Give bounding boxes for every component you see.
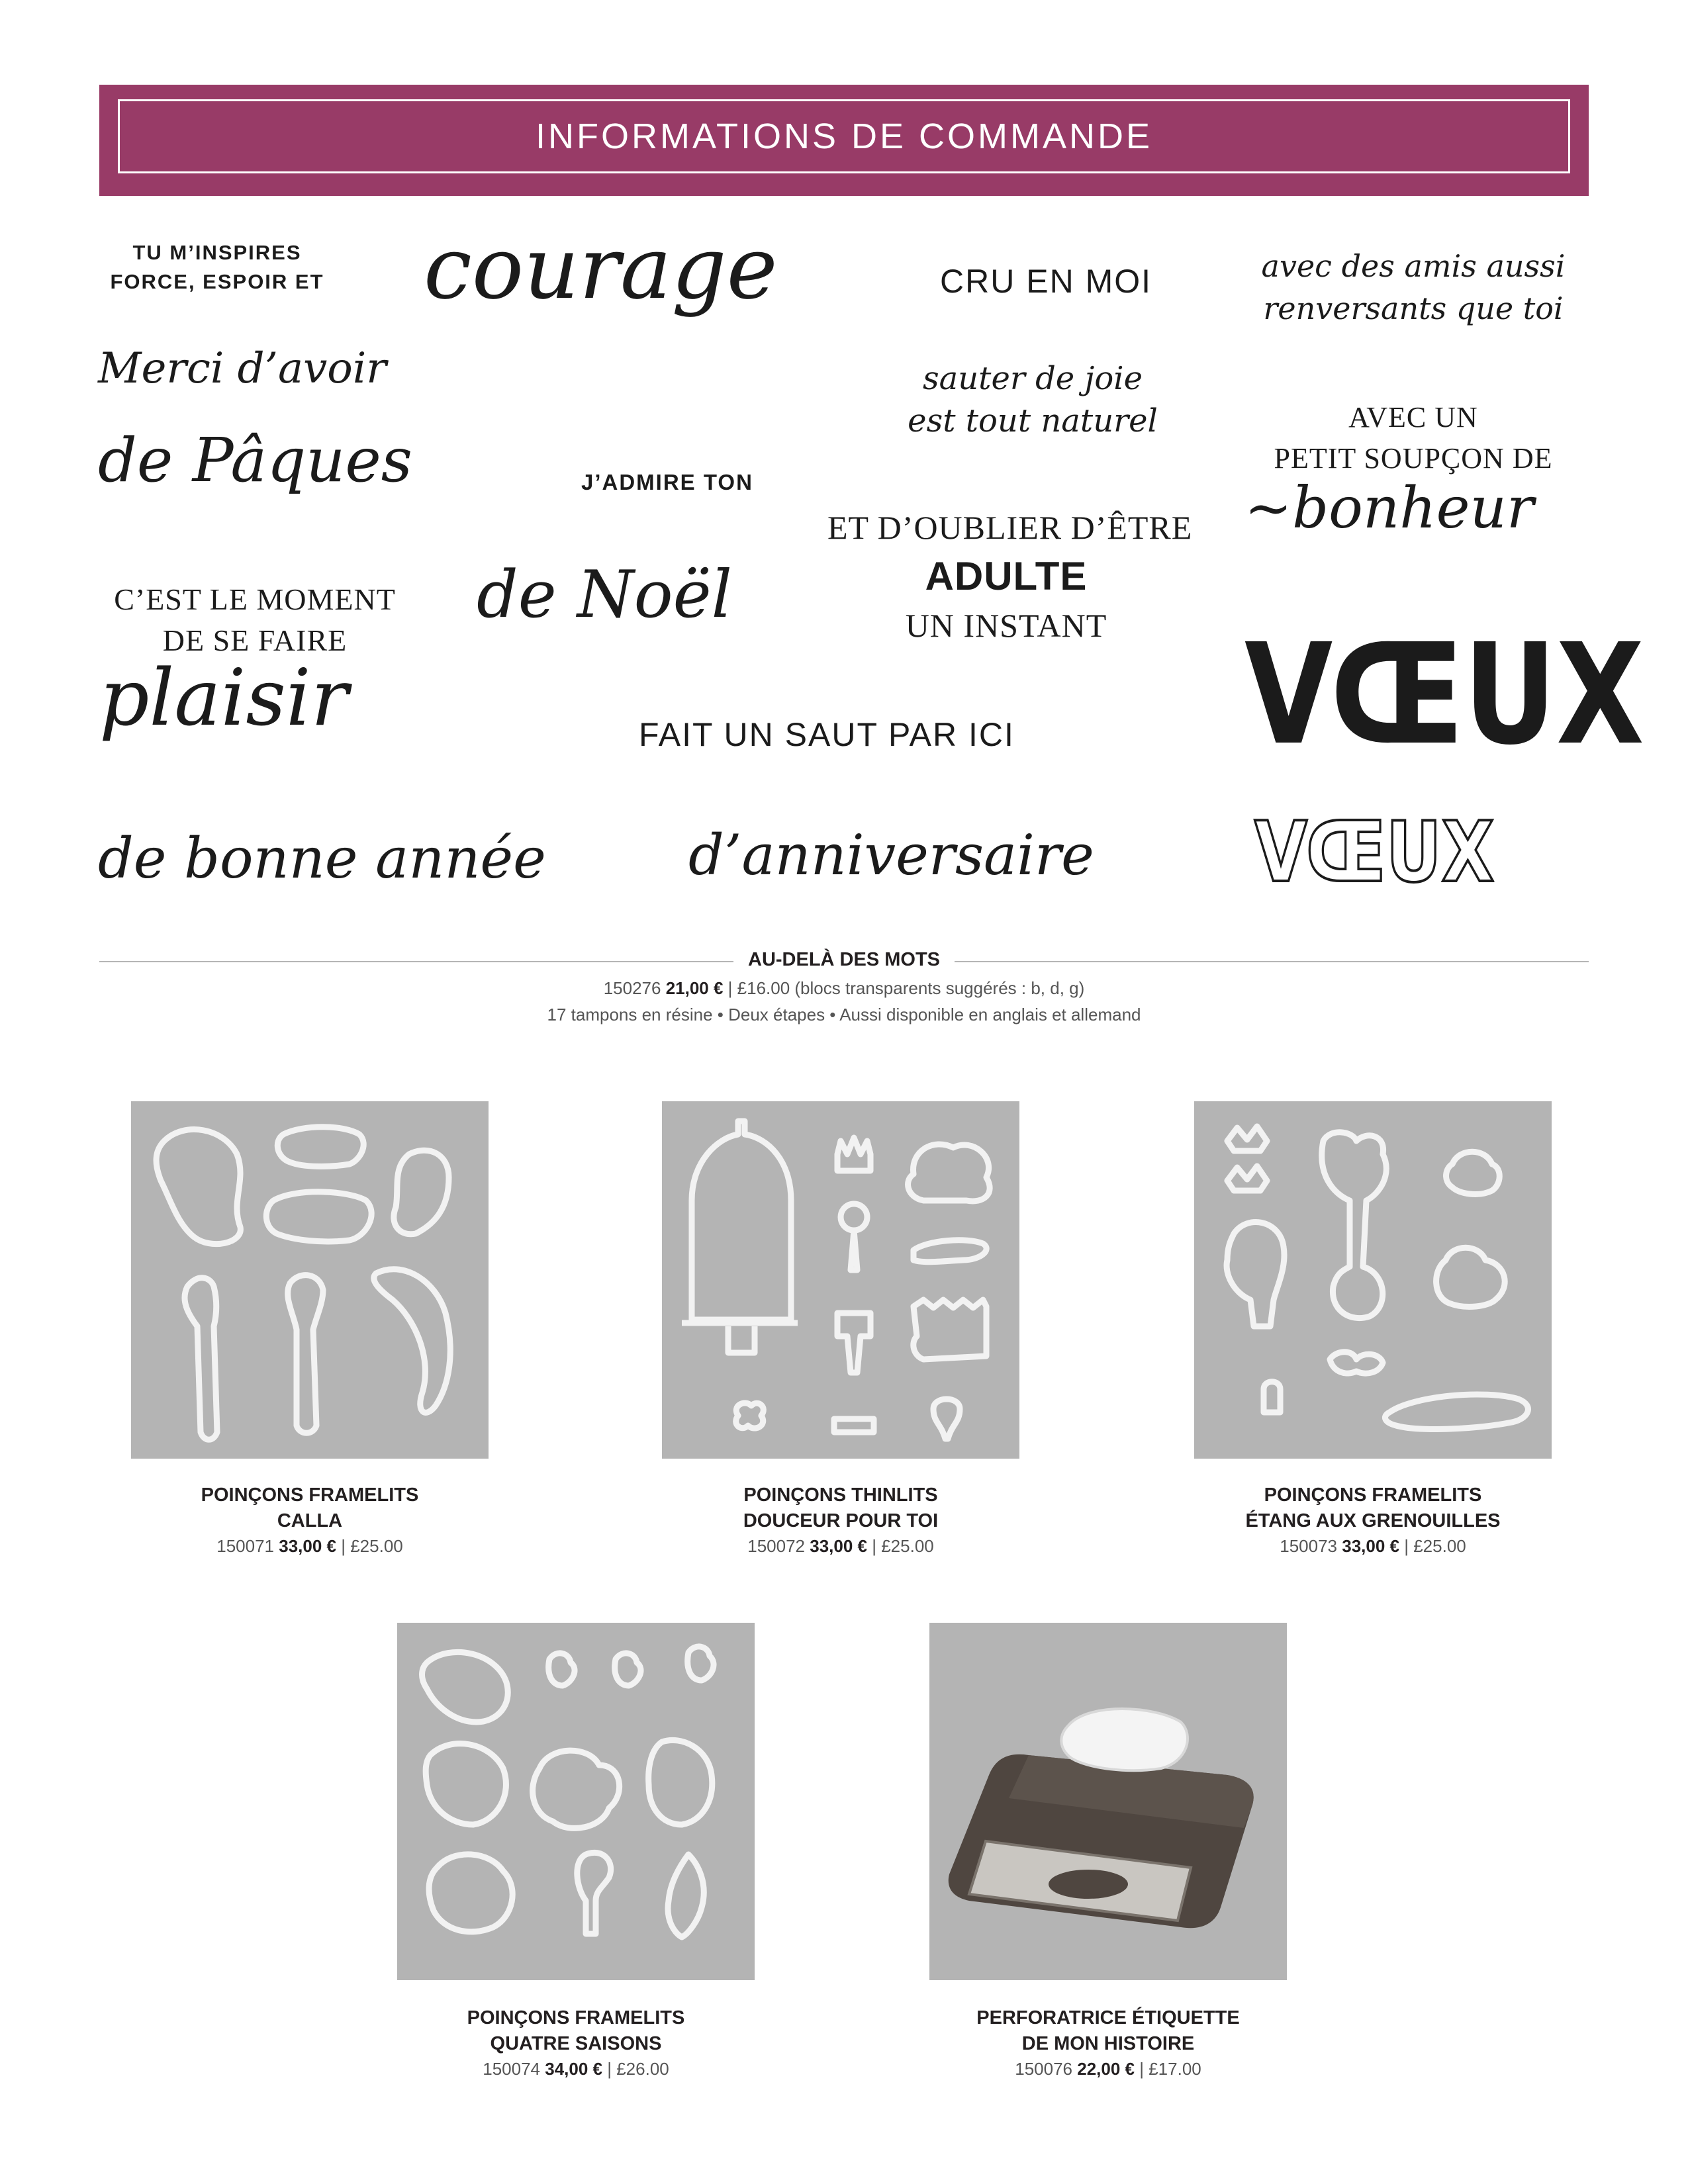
price-eur: 33,00 € — [1342, 1536, 1399, 1556]
stamp-set-price — [0, 978, 1688, 999]
stamp-line: FORCE, ESPOIR ET — [110, 270, 324, 293]
stamp-line: ADULTE — [925, 554, 1088, 598]
stamp-danniversaire: d’anniversaire — [688, 823, 1094, 887]
product-title: QUATRE SAISONS — [490, 2033, 662, 2054]
product-image-douceur — [662, 1101, 1019, 1459]
stamp-plaisir: plaisir — [99, 652, 349, 743]
stamp-line: sauter de joie — [923, 360, 1143, 397]
product-title: POINÇONS THINLITS — [743, 1484, 938, 1506]
product-title: POINÇONS FRAMELITS — [467, 2007, 685, 2028]
product-caption-perforatrice — [910, 2005, 1307, 2081]
stamp-set-title — [0, 949, 1688, 971]
stamp-line: UN INSTANT — [905, 607, 1107, 644]
product-price — [1174, 1534, 1571, 1558]
stamp-set-details: 17 tampons en résine • Deux étapes • Aussi disponible en anglais et allemand — [547, 1005, 1141, 1024]
stamp-line: PETIT SOUPÇON DE — [1274, 442, 1553, 475]
price-eur: 21,00 € — [665, 978, 724, 998]
product-price — [111, 1534, 508, 1558]
product-title: CALLA — [277, 1510, 343, 1531]
product-price — [642, 1534, 1039, 1558]
banner-title: INFORMATIONS DE COMMANDE — [536, 116, 1152, 156]
sweet-dies-icon — [662, 1101, 1019, 1459]
product-caption-calla — [111, 1482, 508, 1558]
product-title: POINÇONS FRAMELITS — [201, 1484, 419, 1506]
stamp-line: ET D’OUBLIER D’ÊTRE — [827, 509, 1193, 546]
product-image-quatre-saisons — [397, 1623, 755, 1980]
product-title: DOUCEUR POUR TOI — [743, 1510, 939, 1531]
stamp-de-noel: de Noël — [477, 557, 732, 633]
stamp-petit-soupcon — [1244, 397, 1582, 479]
price-eur: 22,00 € — [1077, 2059, 1135, 2079]
stamp-courage: courage — [424, 218, 778, 318]
order-info-banner-frame — [118, 99, 1570, 173]
stamp-line: TU M’INSPIRES — [132, 241, 302, 264]
product-caption-quatre-saisons — [377, 2005, 774, 2081]
stamp-tu-minspires — [98, 238, 336, 296]
stamp-oublier-detre — [827, 503, 1193, 650]
calla-dies-icon — [131, 1101, 489, 1459]
stamp-sauter-de-joie — [887, 357, 1178, 442]
stamp-cru-en-moi: CRU EN MOI — [940, 263, 1152, 300]
product-image-perforatrice — [929, 1623, 1287, 1980]
stamp-line: renversants que toi — [1263, 291, 1564, 326]
item-number: 150073 — [1280, 1536, 1338, 1556]
price-gbp: | £25.00 — [1404, 1536, 1466, 1556]
flourish-icon: ~ — [1244, 475, 1293, 541]
stamp-voeux: VŒUX — [1244, 614, 1644, 776]
price-gbp: | £17.00 — [1139, 2059, 1201, 2079]
stamp-line: AVEC UN — [1348, 401, 1478, 433]
price-eur: 34,00 € — [545, 2059, 602, 2079]
product-title: POINÇONS FRAMELITS — [1264, 1484, 1482, 1506]
price-gbp: | £25.00 — [341, 1536, 403, 1556]
label-punch-icon — [929, 1623, 1287, 1980]
stamp-line: est tout naturel — [908, 402, 1158, 439]
product-image-etang — [1194, 1101, 1552, 1459]
stamp-line: bonheur — [1292, 475, 1534, 541]
stamp-avec-des-amis — [1238, 245, 1589, 330]
product-title: PERFORATRICE ÉTIQUETTE — [976, 2007, 1240, 2028]
stamp-voeux-outline: VŒUX — [1254, 803, 1495, 901]
item-number: 150074 — [483, 2059, 541, 2079]
stamp-merci-davoir: Merci d’avoir — [98, 344, 387, 393]
stamp-de-bonne-annee: de bonne année — [98, 826, 546, 891]
price-eur: 33,00 € — [279, 1536, 336, 1556]
price-gbp: | £25.00 — [872, 1536, 934, 1556]
price-eur: 33,00 € — [810, 1536, 867, 1556]
stamp-fait-un-saut: FAIT UN SAUT PAR ICI — [639, 716, 1015, 753]
item-number: 150071 — [216, 1536, 275, 1556]
stamp-bonheur — [1244, 475, 1534, 541]
stamp-de-paques: de Pâques — [98, 425, 413, 496]
stamp-line: C’EST LE MOMENT — [114, 582, 396, 616]
seasons-dies-icon — [397, 1623, 755, 1980]
stamp-line: avec des amis aussi — [1261, 248, 1566, 284]
product-caption-douceur — [642, 1482, 1039, 1558]
product-image-calla — [131, 1101, 489, 1459]
price-gbp: | £26.00 — [607, 2059, 669, 2079]
product-price — [377, 2057, 774, 2081]
item-number: 150072 — [747, 1536, 806, 1556]
frog-pond-dies-icon — [1194, 1101, 1552, 1459]
stamp-cest-le-moment — [99, 579, 410, 661]
stamp-jadmire-ton: J’ADMIRE TON — [581, 470, 753, 494]
item-number: 150076 — [1015, 2059, 1073, 2079]
price-gbp: | £16.00 (blocs transparents suggérés : b, d, g) — [727, 978, 1085, 998]
stamp-line: DE SE FAIRE — [162, 623, 348, 657]
product-caption-etang — [1174, 1482, 1571, 1558]
product-title: ÉTANG AUX GRENOUILLES — [1245, 1510, 1501, 1531]
item-number: 150276 — [603, 978, 661, 998]
product-title: DE MON HISTOIRE — [1021, 2033, 1195, 2054]
product-price — [910, 2057, 1307, 2081]
stamp-set-name: AU-DELÀ DES MOTS — [733, 949, 955, 970]
